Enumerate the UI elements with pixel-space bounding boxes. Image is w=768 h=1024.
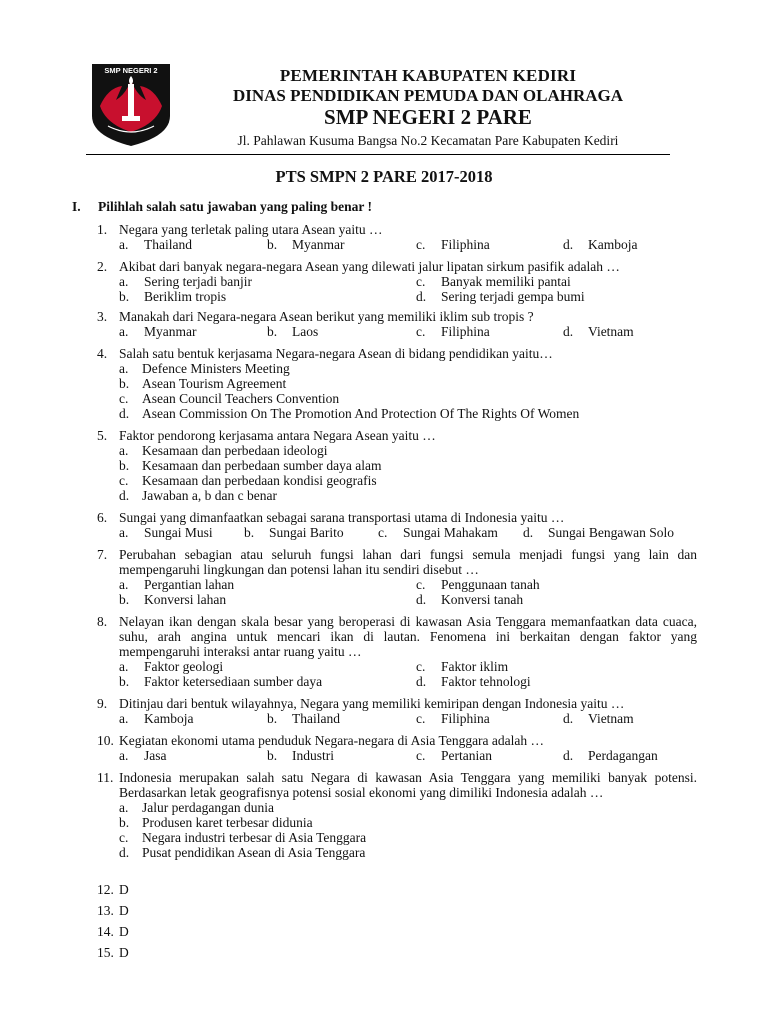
question: 10. Kegiatan ekonomi utama penduduk Negara-negara di Asia Tenggara adalah … a. Jasa b. Industri c. Pertanian d. Perdagangan bbox=[97, 733, 697, 763]
option: b. Kesamaan dan perbedaan sumber daya alam bbox=[119, 458, 382, 473]
question: 14. D bbox=[97, 924, 697, 939]
option: c. Negara industri terbesar di Asia Tenggara bbox=[119, 830, 367, 845]
option: c. Banyak memiliki pantai bbox=[416, 274, 571, 289]
question-text: Kegiatan ekonomi utama penduduk Negara-negara di Asia Tenggara adalah … bbox=[119, 733, 545, 748]
option: d. Pusat pendidikan Asean di Asia Tenggara bbox=[119, 845, 366, 860]
question: 15. D bbox=[97, 945, 697, 960]
option: c. Filiphina bbox=[416, 324, 490, 339]
question: 1. Negara yang terletak paling utara Asean yaitu … a. Thailand b. Myanmar c. Filiphina d. Kamboja bbox=[97, 222, 697, 252]
option: c. Faktor iklim bbox=[416, 659, 509, 674]
question-text: Akibat dari banyak negara-negara Asean yang dilewati jalur lipatan sirkum pasifik adalah … bbox=[119, 259, 620, 274]
question: 6. Sungai yang dimanfaatkan sebagai sarana transportasi utama di Indonesia yaitu … a. Sungai Musi b. Sungai Barito c. Sungai Mahakam d. Sungai Bengawan Solo bbox=[97, 510, 697, 540]
option: c. Asean Council Teachers Convention bbox=[119, 391, 340, 406]
option: b. Sungai Barito bbox=[244, 525, 344, 540]
option: c. Sungai Mahakam bbox=[378, 525, 498, 540]
option: d. Sering terjadi gempa bumi bbox=[416, 289, 585, 304]
svg-text:SMP NEGERI 2: SMP NEGERI 2 bbox=[104, 66, 158, 75]
question: 4. Salah satu bentuk kerjasama Negara-negara Asean di bidang pendidikan yaitu… a. Defence Ministers Meeting b. Asean Tourism Agreement c. Asean Council Teachers Convention d. Asean Commission On The Promotion And Protection Of The Rights Of Women bbox=[97, 346, 697, 421]
question-text: Indonesia merupakan salah satu Negara di kawasan Asia Tenggara yang memiliki banyak potensi. Berdasarkan letak geografisnya potensi sosial ekonomi yang dimiliki Indonesia adalah … bbox=[119, 770, 697, 800]
option: a. Pergantian lahan bbox=[119, 577, 235, 592]
option: d. Perdagangan bbox=[563, 748, 658, 763]
option: b. Faktor ketersediaan sumber daya bbox=[119, 674, 323, 689]
option: d. Faktor tehnologi bbox=[416, 674, 531, 689]
exam-title: PTS SMPN 2 PARE 2017-2018 bbox=[275, 167, 493, 186]
option: b. Beriklim tropis bbox=[119, 289, 227, 304]
option: c. Filiphina bbox=[416, 237, 490, 252]
question: 9. Ditinjau dari bentuk wilayahnya, Negara yang memiliki kemiripan dengan Indonesia yaitu … a. Kamboja b. Thailand c. Filiphina d. Vietnam bbox=[97, 696, 697, 726]
question: 8. Nelayan ikan dengan skala besar yang beroperasi di kawasan Asia Tenggara memanfaatkan data cuaca, suhu, arah angina untuk mencari ikan di lautan. Fenomena ini berkaitan dengan faktor yang mempengaruhi interaksi antar ruang yaitu … a. Faktor geologi c. Faktor iklim b. Faktor ketersediaan sumber daya d. Faktor tehnologi bbox=[97, 614, 697, 689]
govt-title: PEMERINTAH KABUPATEN KEDIRI bbox=[279, 66, 577, 85]
option: b. Asean Tourism Agreement bbox=[119, 376, 287, 391]
question-text: Salah satu bentuk kerjasama Negara-negara Asean di bidang pendidikan yaitu… bbox=[119, 346, 553, 361]
option: d. Kamboja bbox=[563, 237, 638, 252]
question-text: Manakah dari Negara-negara Asean berikut yang memiliki iklim sub tropis ? bbox=[119, 309, 534, 324]
question-text: Faktor pendorong kerjasama antara Negara Asean yaitu … bbox=[119, 428, 436, 443]
option: d. Konversi tanah bbox=[416, 592, 524, 607]
section-instruction: Pilihlah salah satu jawaban yang paling benar ! bbox=[98, 199, 372, 214]
question: 2. Akibat dari banyak negara-negara Asean yang dilewati jalur lipatan sirkum pasifik adalah … a. Sering terjadi banjir c. Banyak memiliki pantai b. Beriklim tropis d. Sering terjadi gempa bumi bbox=[97, 259, 697, 304]
option: d. Vietnam bbox=[563, 324, 634, 339]
question: 11. Indonesia merupakan salah satu Negara di kawasan Asia Tenggara yang memiliki banyak potensi. Berdasarkan letak geografisnya potensi sosial ekonomi yang dimiliki Indonesia adalah … a. Jalur perdagangan dunia b. Produsen karet terbesar didunia c. Negara industri terbesar di Asia Tenggara d. Pusat pendidikan Asean di Asia Tenggara bbox=[97, 770, 697, 860]
option: b. Thailand bbox=[267, 711, 340, 726]
school-name: SMP NEGERI 2 PARE bbox=[324, 105, 532, 129]
option: c. Penggunaan tanah bbox=[416, 577, 540, 592]
option: d. Asean Commission On The Promotion And Protection Of The Rights Of Women bbox=[119, 406, 580, 421]
question: 5. Faktor pendorong kerjasama antara Negara Asean yaitu … a. Kesamaan dan perbedaan ideologi b. Kesamaan dan perbedaan sumber daya alam c. Kesamaan dan perbedaan kondisi geografis d. Jawaban a, b dan c benar bbox=[97, 428, 697, 503]
school-logo bbox=[86, 58, 176, 148]
question-text: D bbox=[119, 945, 129, 960]
option: c. Filiphina bbox=[416, 711, 490, 726]
option: b. Konversi lahan bbox=[119, 592, 227, 607]
school-address: Jl. Pahlawan Kusuma Bangsa No.2 Kecamatan Pare Kabupaten Kediri bbox=[237, 133, 619, 148]
option: d. Jawaban a, b dan c benar bbox=[119, 488, 277, 503]
option: b. Myanmar bbox=[267, 237, 345, 252]
header-divider bbox=[86, 154, 670, 155]
question: 13. D bbox=[97, 903, 697, 918]
option: b. Industri bbox=[267, 748, 334, 763]
option: a. Sungai Musi bbox=[119, 525, 213, 540]
section-number: I. bbox=[72, 199, 81, 214]
option: c. Kesamaan dan perbedaan kondisi geografis bbox=[119, 473, 377, 488]
question-text: Sungai yang dimanfaatkan sebagai sarana transportasi utama di Indonesia yaitu … bbox=[119, 510, 565, 525]
option: a. Jasa bbox=[119, 748, 167, 763]
option: a. Myanmar bbox=[119, 324, 197, 339]
option: a. Sering terjadi banjir bbox=[119, 274, 252, 289]
option: a. Defence Ministers Meeting bbox=[119, 361, 290, 376]
question: 7. Perubahan sebagian atau seluruh fungsi lahan dari fungsi semula menjadi fungsi yang lain dan mempengaruhi lingkungan dan potensi lahan itu sendiri disebut … a. Pergantian lahan c. Penggunaan tanah b. Konversi lahan d. Konversi tanah bbox=[97, 547, 697, 607]
question-text: Ditinjau dari bentuk wilayahnya, Negara yang memiliki kemiripan dengan Indonesia yaitu … bbox=[119, 696, 625, 711]
question-text: Negara yang terletak paling utara Asean yaitu … bbox=[119, 222, 383, 237]
letterhead bbox=[86, 58, 670, 155]
option: a. Kamboja bbox=[119, 711, 194, 726]
option: d. Vietnam bbox=[563, 711, 634, 726]
option: d. Sungai Bengawan Solo bbox=[523, 525, 674, 540]
question-text: D bbox=[119, 882, 129, 897]
option: a. Faktor geologi bbox=[119, 659, 224, 674]
question-text: Perubahan sebagian atau seluruh fungsi lahan dari fungsi semula menjadi fungsi yang lain dan mempengaruhi lingkungan dan potensi lahan itu sendiri disebut … bbox=[119, 547, 697, 577]
question: 3. Manakah dari Negara-negara Asean berikut yang memiliki iklim sub tropis ? a. Myanmar b. Laos c. Filiphina d. Vietnam bbox=[97, 309, 697, 339]
option: b. Produsen karet terbesar didunia bbox=[119, 815, 313, 830]
option: b. Laos bbox=[267, 324, 319, 339]
option: a. Thailand bbox=[119, 237, 192, 252]
question-text: D bbox=[119, 924, 129, 939]
section-heading bbox=[72, 199, 372, 215]
question-text: D bbox=[119, 903, 129, 918]
question-text: Nelayan ikan dengan skala besar yang beroperasi di kawasan Asia Tenggara memanfaatkan data cuaca, suhu, arah angina untuk mencari ikan di lautan. Fenomena ini berkaitan dengan faktor yang mempengaruhi interaksi antar ruang yaitu … bbox=[119, 614, 697, 659]
option: a. Kesamaan dan perbedaan ideologi bbox=[119, 443, 328, 458]
option: a. Jalur perdagangan dunia bbox=[119, 800, 274, 815]
department-title: DINAS PENDIDIKAN PEMUDA DAN OLAHRAGA bbox=[232, 86, 624, 105]
option: c. Pertanian bbox=[416, 748, 492, 763]
question: 12. D bbox=[97, 882, 697, 897]
